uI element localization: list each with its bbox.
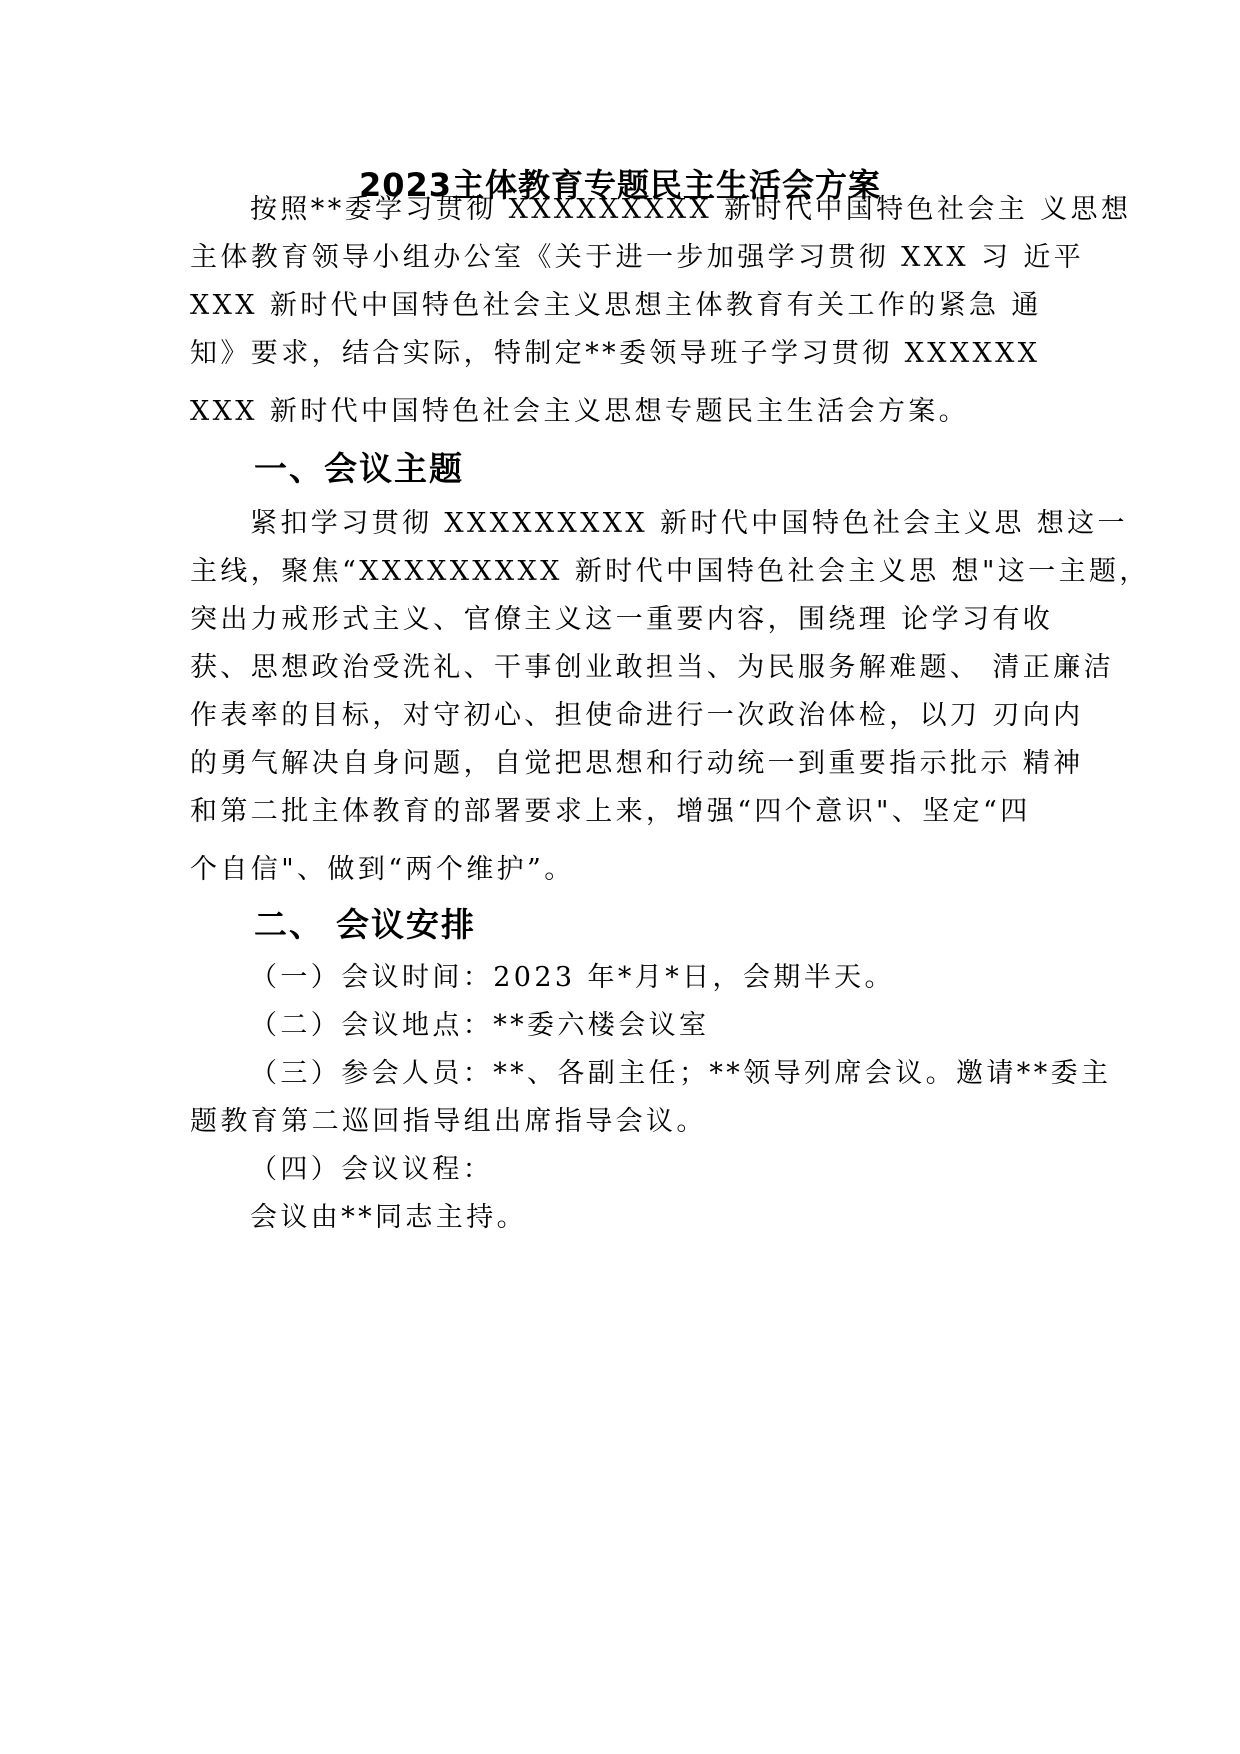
section-heading: 会议安排: [336, 905, 476, 944]
section-1-line: 作表率的目标，对守初心、担使命进行一次政治体检，以刀 刃向内: [190, 700, 1084, 731]
section-1-line: 个自信"、做到“两个维护”。: [190, 854, 575, 885]
section-2-line: （三）参会人员：**、各副主任；**领导列席会议。邀请**委主: [250, 1058, 1112, 1089]
section-1-line: 主线，聚焦“XXXXXXXXX 新时代中国特色社会主义思 想"这一主题，: [190, 556, 1150, 587]
section-2-line: 会议由**同志主持。: [250, 1202, 527, 1233]
section-2-line: （一）会议时间：2023 年*月*日，会期半天。: [250, 962, 895, 993]
section-1-line: 紧扣学习贯彻 XXXXXXXXX 新时代中国特色社会主义思 想这一: [250, 508, 1128, 539]
section-heading: 一、会议主题: [254, 449, 464, 488]
section-heading-number: 二、: [254, 905, 324, 944]
intro-line: XXX 新时代中国特色社会主义思想主体教育有关工作的紧急 通: [190, 290, 1042, 321]
intro-line: 知》要求，结合实际，特制定**委领导班子学习贯彻 XXXXXX: [190, 338, 1041, 369]
section-1-line: 获、思想政治受洗礼、干事创业敢担当、为民服务解难题、 清正廉洁: [190, 652, 1114, 683]
section-2-line: （二）会议地点：**委六楼会议室: [250, 1010, 710, 1041]
document-title: 2023主体教育专题民主生活会方案: [358, 166, 882, 204]
section-2-line: 题教育第二巡回指导组出席指导会议。: [190, 1106, 707, 1137]
intro-line: XXX 新时代中国特色社会主义思想专题民主生活会方案。: [190, 396, 970, 427]
intro-line: 按照**委学习贯彻 XXXXXXXXX 新时代中国特色社会主 义思想: [250, 194, 1132, 225]
section-1-line: 和第二批主体教育的部署要求上来，增强“四个意识"、坚定“四: [190, 796, 1031, 827]
section-2-line: （四）会议议程：: [250, 1154, 494, 1185]
section-1-line: 突出力戒形式主义、官僚主义这一重要内容，围绕理 论学习有收: [190, 604, 1054, 635]
intro-line: 主体教育领导小组办公室《关于进一步加强学习贯彻 XXX 习 近平: [190, 242, 1085, 273]
section-1-line: 的勇气解决自身问题，自觉把思想和行动统一到重要指示批示 精神: [190, 748, 1084, 779]
